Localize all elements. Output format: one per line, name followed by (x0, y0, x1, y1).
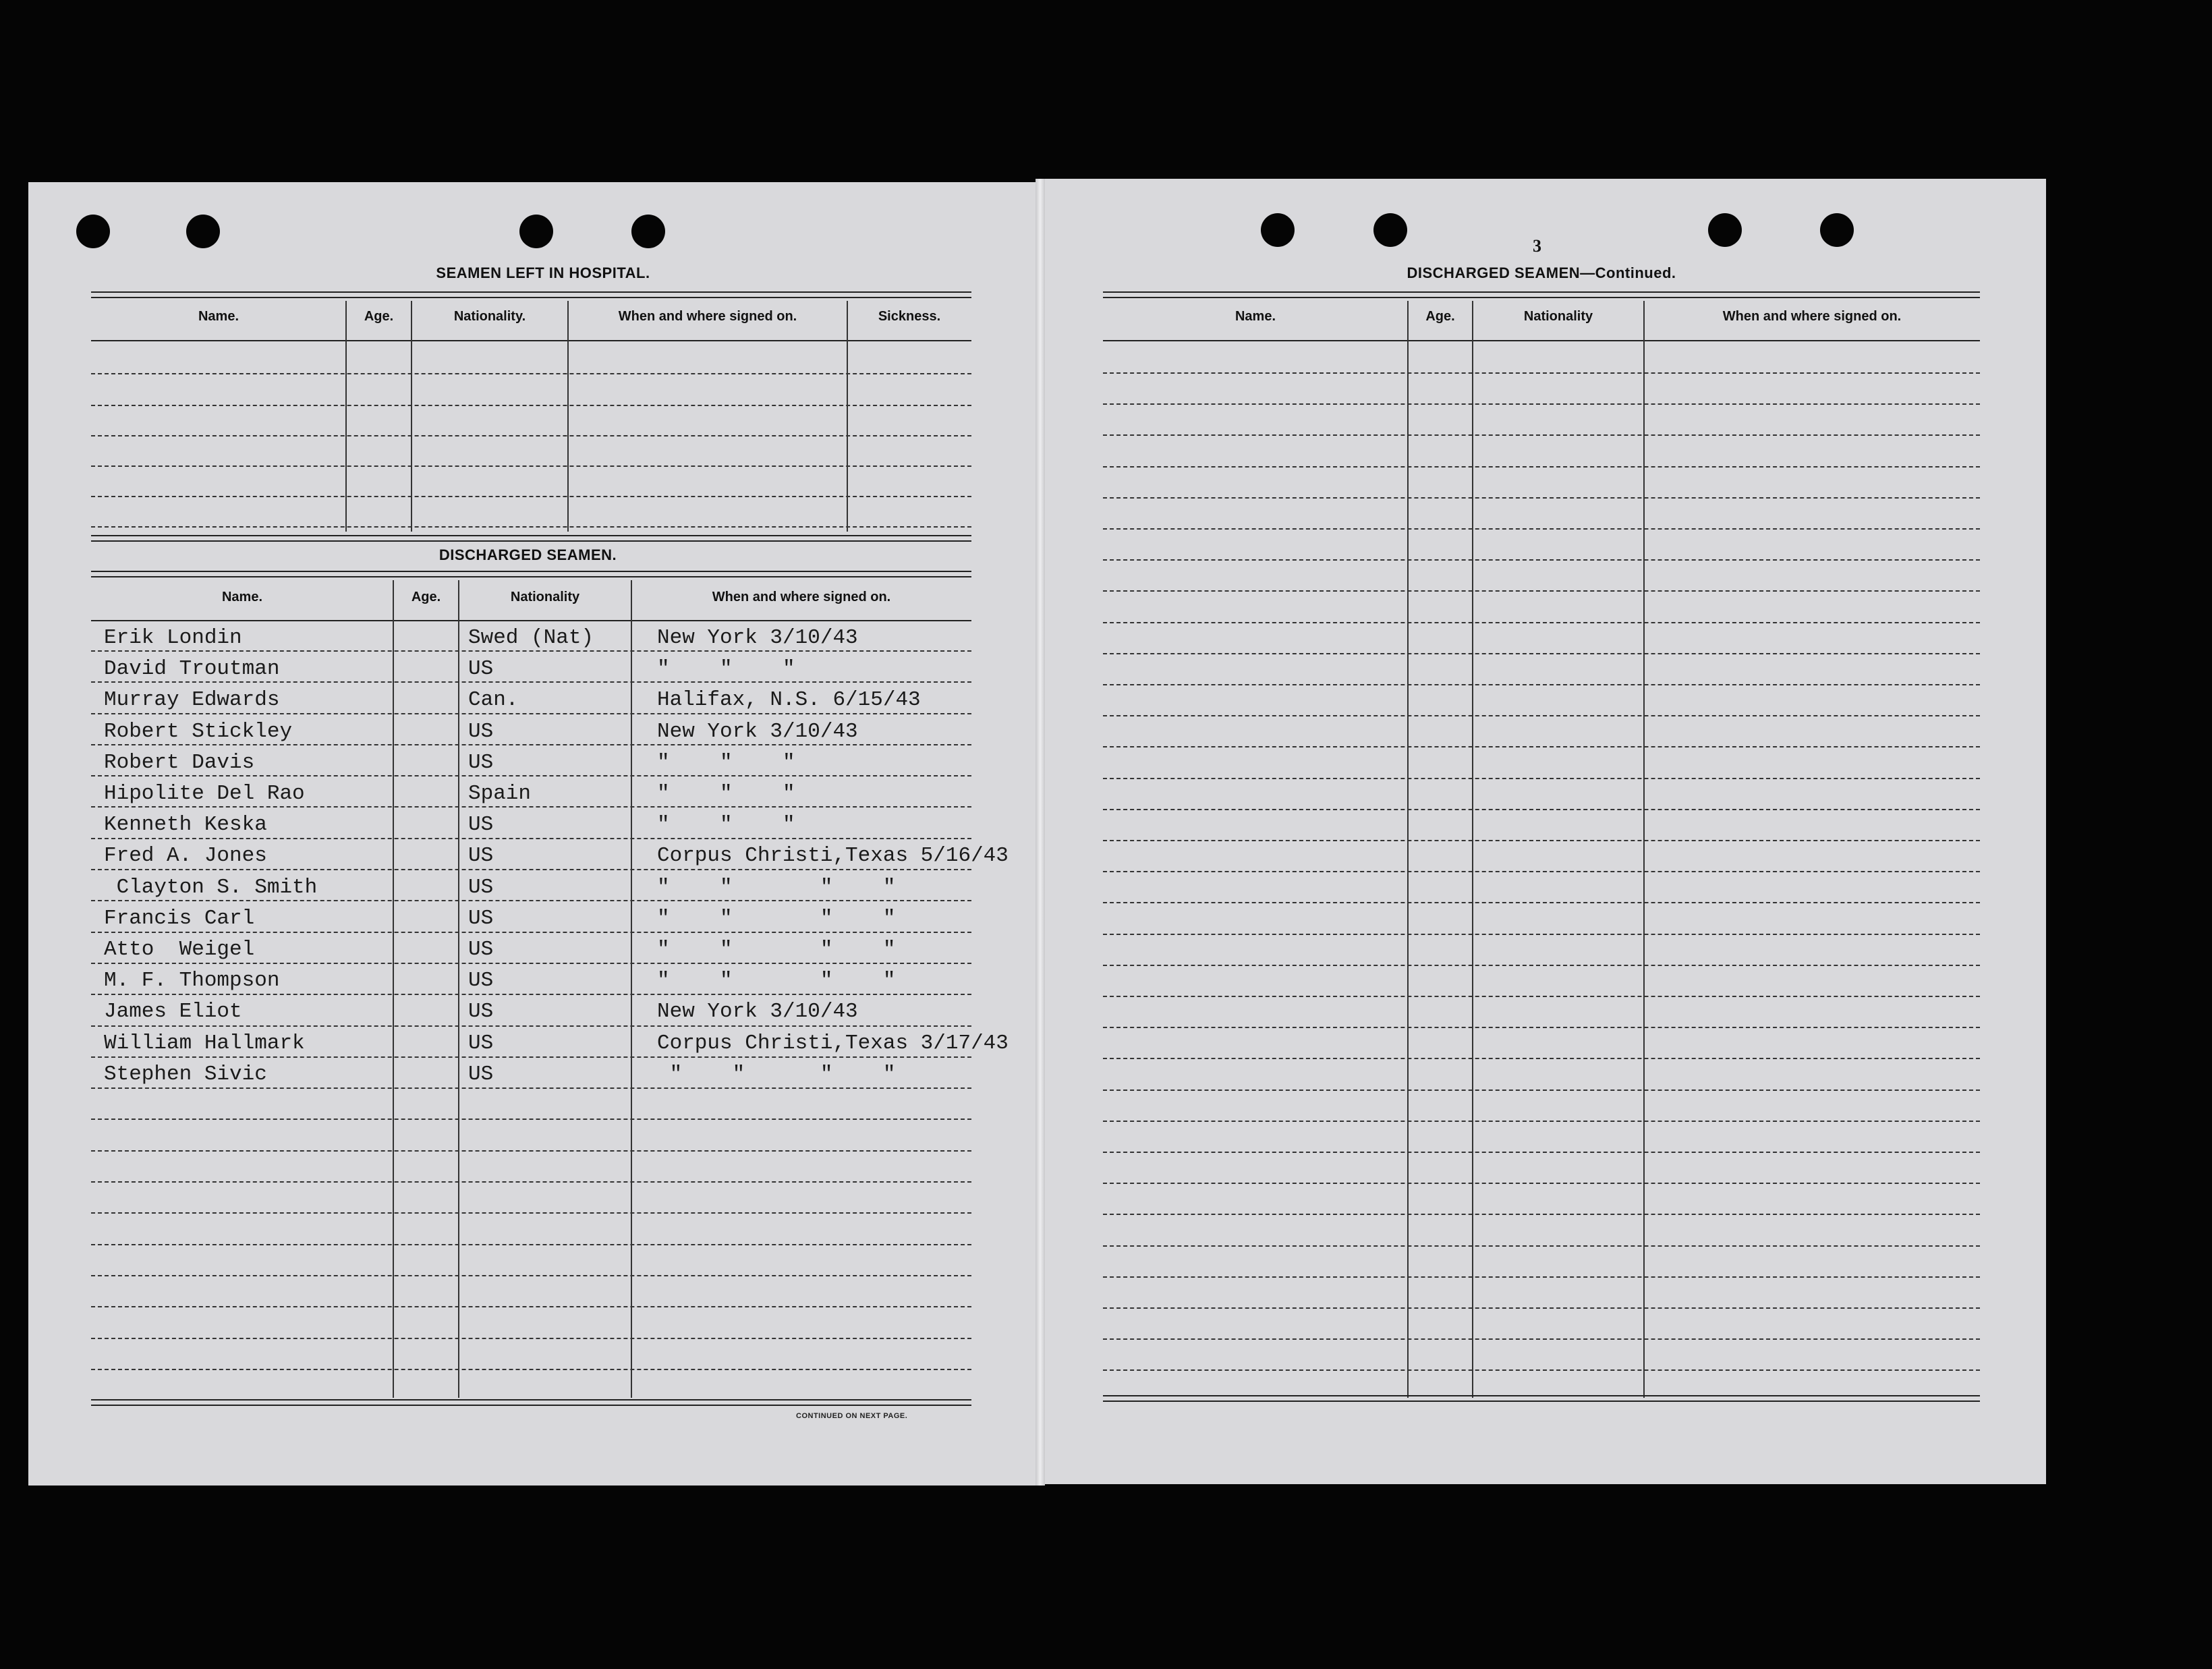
ruled-line (1103, 934, 1980, 935)
ruled-line (1103, 746, 1980, 747)
seaman-signed-on: " " " " (657, 1063, 896, 1086)
seaman-name: Hipolite Del Rao (104, 782, 305, 805)
seaman-name: Atto Weigel (104, 938, 255, 961)
right-page (1041, 179, 2046, 1484)
seaman-nationality: US (468, 844, 494, 868)
ruled-line (1103, 965, 1980, 966)
continued-note: CONTINUED ON NEXT PAGE. (796, 1412, 908, 1420)
hospital-col-divider (345, 301, 347, 532)
discharged-top-rule-upper (91, 535, 971, 542)
ruled-line (91, 932, 971, 933)
seaman-name: Erik Londin (104, 626, 242, 650)
ruled-line (1103, 902, 1980, 903)
discharged-col-signed-on: When and where signed on. (712, 590, 891, 604)
seaman-nationality: US (468, 657, 494, 681)
hospital-row-line (91, 526, 971, 528)
right-top-rule (1103, 291, 1980, 298)
seaman-name: Robert Davis (104, 751, 255, 774)
ruled-line (91, 775, 971, 776)
ruled-line (1103, 653, 1980, 654)
continued-section-title: DISCHARGED SEAMEN—Continued. (1407, 264, 1676, 281)
ruled-line (91, 994, 971, 995)
ruled-line (91, 1244, 971, 1245)
ruled-line (1103, 1090, 1980, 1091)
seaman-nationality: US (468, 751, 494, 774)
seaman-nationality: US (468, 720, 494, 743)
ruled-line (1103, 622, 1980, 623)
ruled-line (91, 650, 971, 652)
discharged-col-nationality: Nationality (510, 590, 580, 604)
ruled-line (1103, 1369, 1980, 1371)
punch-hole (186, 215, 220, 248)
ruled-line (91, 1181, 971, 1183)
seaman-signed-on: New York 3/10/43 (657, 720, 858, 743)
ruled-line (1103, 1183, 1980, 1184)
discharged-bottom-rule (91, 1399, 971, 1406)
ruled-line (91, 838, 971, 839)
ruled-line (91, 1025, 971, 1027)
ruled-line (91, 713, 971, 714)
ruled-line (1103, 1307, 1980, 1309)
right-col-nationality: Nationality (1523, 309, 1593, 324)
hospital-top-rule (91, 291, 971, 298)
ruled-line (91, 869, 971, 870)
seaman-signed-on: Halifax, N.S. 6/15/43 (657, 688, 921, 712)
ruled-line (1103, 809, 1980, 810)
right-col-divider (1472, 301, 1473, 1398)
seaman-signed-on: " " " (657, 751, 795, 774)
ruled-line (91, 1275, 971, 1276)
hospital-row-line (91, 435, 971, 436)
seaman-nationality: US (468, 1063, 494, 1086)
seaman-signed-on: " " " (657, 813, 795, 837)
seaman-nationality: US (468, 938, 494, 961)
punch-hole (1708, 213, 1742, 247)
right-col-divider (1407, 301, 1409, 1398)
seaman-signed-on: " " " " (657, 876, 896, 899)
hospital-col-name: Name. (198, 309, 239, 324)
seaman-nationality: US (468, 907, 494, 930)
hospital-col-signed-on: When and where signed on. (618, 309, 797, 324)
ruled-line (91, 681, 971, 683)
seaman-signed-on: New York 3/10/43 (657, 626, 858, 650)
ruled-line (1103, 684, 1980, 685)
seaman-nationality: US (468, 876, 494, 899)
seaman-signed-on: " " " (657, 782, 795, 805)
punch-hole (76, 215, 110, 248)
seaman-signed-on: " " " " (657, 907, 896, 930)
seaman-signed-on: " " " (657, 657, 795, 681)
seaman-signed-on: " " " " (657, 938, 896, 961)
discharged-top-rule (91, 571, 971, 577)
ruled-line (91, 900, 971, 901)
seaman-signed-on: " " " " (657, 969, 896, 992)
ruled-line (1103, 778, 1980, 779)
right-col-signed-on: When and where signed on. (1722, 309, 1902, 324)
ruled-line (1103, 1058, 1980, 1059)
seaman-nationality: Can. (468, 688, 519, 712)
punch-hole (1373, 213, 1407, 247)
page-spine (1036, 179, 1045, 1486)
seaman-name: M. F. Thompson (104, 969, 280, 992)
right-header-rule (1103, 340, 1980, 341)
discharged-section-title: DISCHARGED SEAMEN. (438, 546, 617, 563)
punch-hole (1820, 213, 1854, 247)
hospital-header-rule (91, 340, 971, 341)
ruled-line (1103, 372, 1980, 374)
seaman-name: William Hallmark (104, 1031, 305, 1055)
hospital-col-sickness: Sickness. (878, 309, 941, 324)
ruled-line (91, 744, 971, 745)
ruled-line (1103, 1245, 1980, 1247)
ruled-line (1103, 1152, 1980, 1153)
ruled-line (1103, 466, 1980, 468)
hospital-section-title: SEAMEN LEFT IN HOSPITAL. (436, 264, 650, 281)
hospital-row-line (91, 465, 971, 467)
ruled-line (1103, 715, 1980, 716)
ruled-line (1103, 434, 1980, 436)
seaman-nationality: US (468, 1000, 494, 1023)
discharged-col-age: Age. (411, 590, 441, 604)
page-number: 3 (1533, 236, 1541, 256)
ruled-line (91, 1369, 971, 1370)
discharged-col-divider (458, 580, 459, 1398)
ruled-line (91, 1306, 971, 1307)
seaman-name: James Eliot (104, 1000, 242, 1023)
right-bottom-rule (1103, 1395, 1980, 1402)
right-col-name: Name. (1235, 309, 1276, 324)
hospital-row-line (91, 373, 971, 374)
seaman-signed-on: New York 3/10/43 (657, 1000, 858, 1023)
seaman-name: David Troutman (104, 657, 280, 681)
hospital-row-line (91, 405, 971, 406)
ruled-line (1103, 1027, 1980, 1028)
seaman-signed-on: Corpus Christi,Texas 3/17/43 (657, 1031, 1009, 1055)
ruled-line (91, 1056, 971, 1058)
ruled-line (1103, 1121, 1980, 1122)
seaman-name: Robert Stickley (104, 720, 293, 743)
ruled-line (1103, 996, 1980, 997)
discharged-col-divider (393, 580, 394, 1398)
seaman-nationality: US (468, 813, 494, 837)
ruled-line (1103, 871, 1980, 872)
punch-hole (1261, 213, 1295, 247)
seaman-name: Murray Edwards (104, 688, 280, 712)
ruled-line (91, 1338, 971, 1339)
ruled-line (1103, 590, 1980, 592)
hospital-row-line (91, 496, 971, 497)
ruled-line (1103, 1214, 1980, 1215)
hospital-col-nationality: Nationality. (453, 309, 526, 324)
seaman-name: Francis Carl (104, 907, 255, 930)
ruled-line (91, 806, 971, 808)
seaman-nationality: US (468, 1031, 494, 1055)
hospital-col-divider (847, 301, 848, 532)
right-col-age: Age. (1425, 309, 1455, 324)
discharged-header-rule (91, 620, 971, 621)
punch-hole (519, 215, 553, 248)
seaman-nationality: Swed (Nat) (468, 626, 594, 650)
ruled-line (1103, 1276, 1980, 1278)
ruled-line (1103, 1338, 1980, 1340)
punch-hole (631, 215, 665, 248)
ruled-line (91, 1087, 971, 1089)
seaman-name: Stephen Sivic (104, 1063, 267, 1086)
seaman-nationality: US (468, 969, 494, 992)
ruled-line (1103, 403, 1980, 405)
seaman-signed-on: Corpus Christi,Texas 5/16/43 (657, 844, 1009, 868)
ruled-line (1103, 497, 1980, 499)
ruled-line (1103, 840, 1980, 841)
ruled-line (91, 1150, 971, 1152)
seaman-name: Kenneth Keska (104, 813, 267, 837)
ruled-line (91, 1119, 971, 1120)
ruled-line (1103, 559, 1980, 561)
seaman-name: Fred A. Jones (104, 844, 267, 868)
seaman-nationality: Spain (468, 782, 532, 805)
ruled-line (91, 1212, 971, 1214)
right-col-divider (1643, 301, 1645, 1398)
hospital-col-divider (567, 301, 569, 532)
ruled-line (91, 963, 971, 964)
hospital-col-divider (411, 301, 412, 532)
discharged-col-divider (631, 580, 632, 1398)
hospital-col-age: Age. (364, 309, 394, 324)
discharged-col-name: Name. (221, 590, 263, 604)
ruled-line (1103, 528, 1980, 530)
seaman-name: Clayton S. Smith (104, 876, 318, 899)
